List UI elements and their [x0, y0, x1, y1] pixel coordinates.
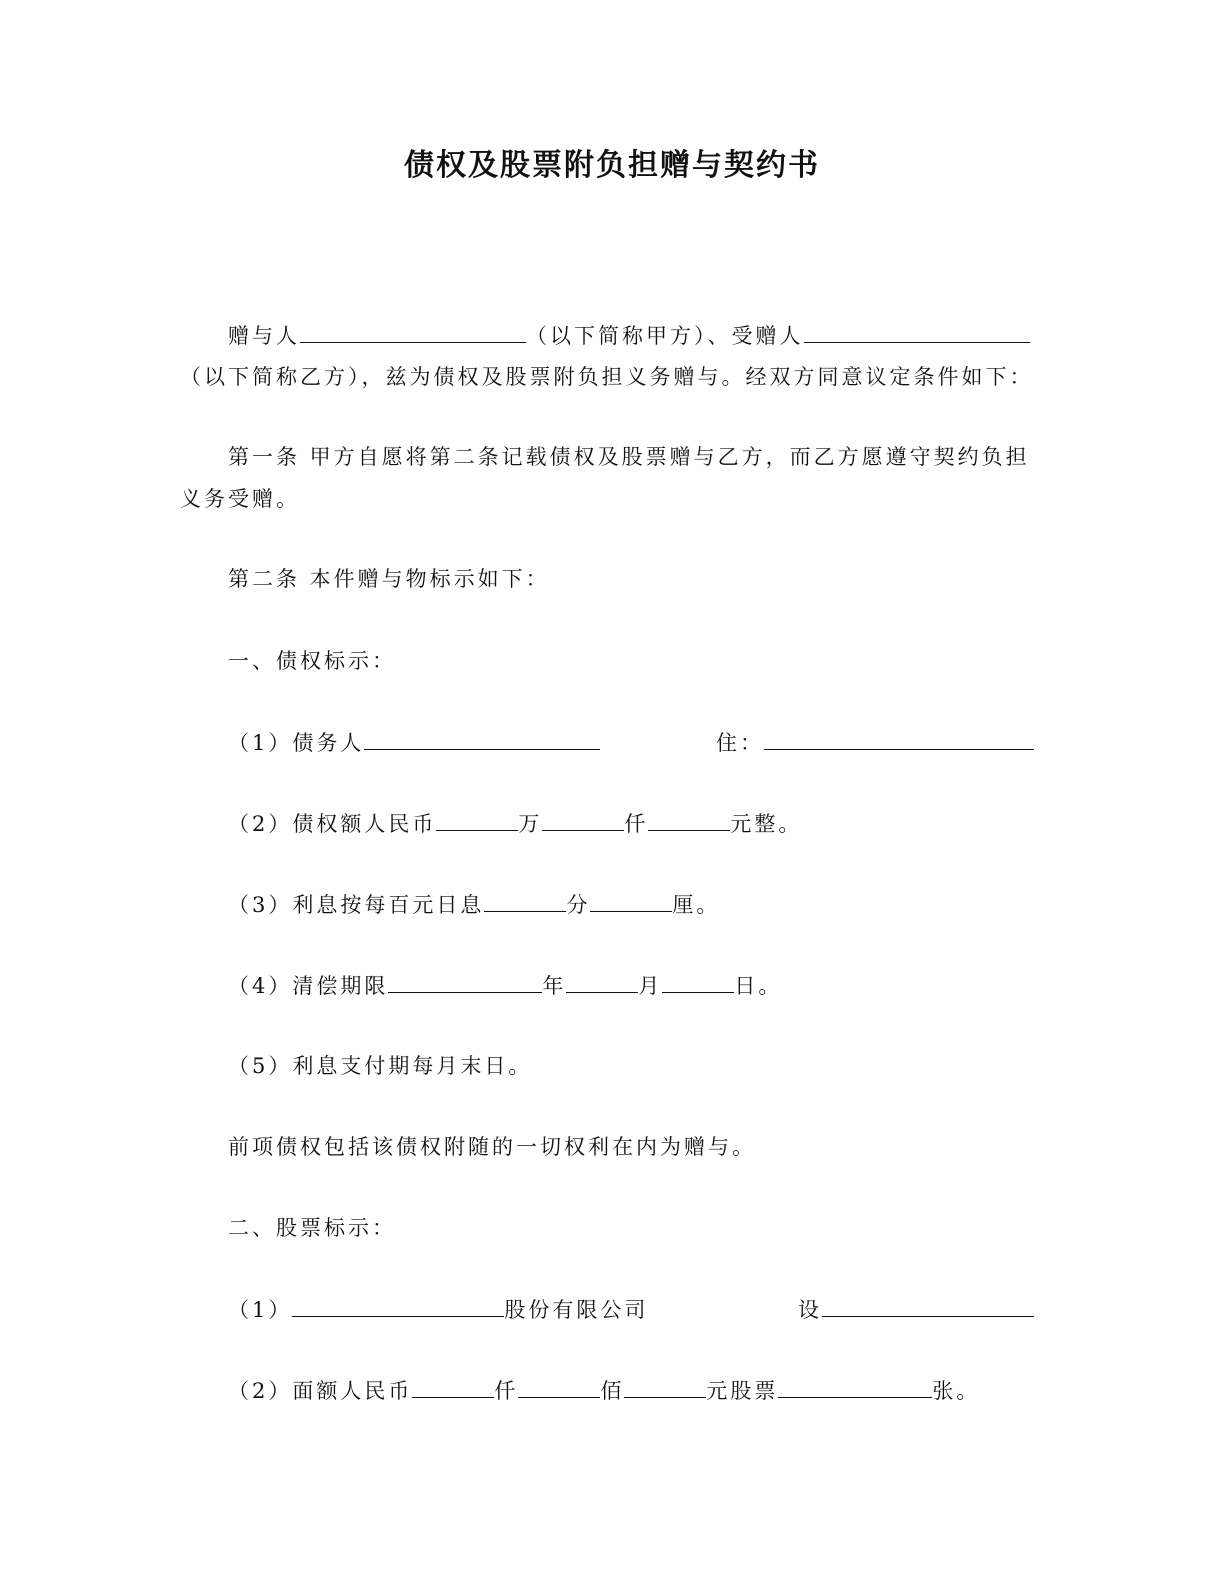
debt-item-4: [228, 970, 782, 1001]
company-suffix: 股份有限公司: [504, 1298, 649, 1322]
debt-item-3: [228, 889, 720, 920]
repayment-month-unit: 月: [638, 974, 663, 998]
debt-item-2: [228, 808, 802, 839]
intro-line-1: [228, 320, 1030, 351]
interest-fen-unit: 分: [566, 893, 591, 917]
share-count-blank[interactable]: [778, 1375, 932, 1398]
repayment-label: （4）清偿期限: [228, 974, 389, 998]
section-1-heading: 一、债权标示：: [228, 649, 396, 673]
face-bai-blank[interactable]: [518, 1375, 600, 1398]
interest-fen-blank[interactable]: [484, 889, 566, 912]
stock-item-1: [228, 1294, 648, 1325]
article-2: 第二条 本件赠与物标示如下：: [228, 567, 550, 591]
repayment-month-blank[interactable]: [566, 970, 638, 993]
debt-amount-end: 元整。: [730, 812, 803, 836]
company-name-blank[interactable]: [292, 1294, 504, 1317]
debtor-address-blank[interactable]: [764, 727, 1034, 750]
debt-yuan-blank[interactable]: [648, 808, 730, 831]
debtor-label: （1）债务人: [228, 731, 365, 755]
face-yuan-blank[interactable]: [624, 1375, 706, 1398]
face-bai-unit: 佰: [600, 1379, 625, 1403]
repayment-year-unit: 年: [542, 974, 567, 998]
face-qian-unit: 仟: [494, 1379, 519, 1403]
debt-qian-unit: 仟: [624, 812, 649, 836]
repayment-end: 日。: [734, 974, 783, 998]
repayment-day-blank[interactable]: [662, 970, 734, 993]
interest-li-blank[interactable]: [590, 889, 672, 912]
share-count-end: 张。: [932, 1379, 981, 1403]
intro-line-2: （以下简称乙方），兹为债权及股票附负担义务赠与。经双方同意议定条件如下：: [180, 365, 1034, 389]
article-1-line-1: 第一条 甲方自愿将第二条记载债权及股票赠与乙方，而乙方愿遵守契约负担: [228, 445, 1030, 469]
debtor-address: [716, 727, 1034, 758]
article-1-line-2: 义务受赠。: [180, 487, 300, 511]
donee-blank[interactable]: [804, 320, 1030, 343]
company-address-blank[interactable]: [822, 1294, 1034, 1317]
debt-item-1: [228, 727, 600, 758]
debt-note: 前项债权包括该债权附随的一切权利在内为赠与。: [228, 1135, 756, 1159]
face-value-label: （2）面额人民币: [228, 1379, 413, 1403]
face-qian-blank[interactable]: [412, 1375, 494, 1398]
debt-amount-label: （2）债权额人民币: [228, 812, 437, 836]
debt-wan-blank[interactable]: [436, 808, 518, 831]
stock-item-2: [228, 1375, 980, 1406]
face-yuan-unit: 元股票: [706, 1379, 779, 1403]
debt-item-5: （5）利息支付期每月末日。: [228, 1054, 533, 1078]
debtor-blank[interactable]: [364, 727, 600, 750]
stock-item-1-label: （1）: [228, 1298, 293, 1322]
interest-end: 厘。: [672, 893, 721, 917]
interest-label: （3）利息按每百元日息: [228, 893, 485, 917]
debtor-address-label: 住：: [716, 731, 764, 755]
donor-label: 赠与人: [228, 324, 300, 348]
section-2-heading: 二、股票标示：: [228, 1216, 396, 1240]
repayment-year-blank[interactable]: [388, 970, 542, 993]
company-address: [798, 1294, 1034, 1325]
donor-blank[interactable]: [300, 320, 526, 343]
debt-wan-unit: 万: [518, 812, 543, 836]
company-address-label: 设: [798, 1298, 822, 1322]
debt-qian-blank[interactable]: [542, 808, 624, 831]
after-donor-text: （以下简称甲方）、受赠人: [526, 324, 804, 348]
document-title: 债权及股票附负担赠与契约书: [404, 148, 820, 183]
